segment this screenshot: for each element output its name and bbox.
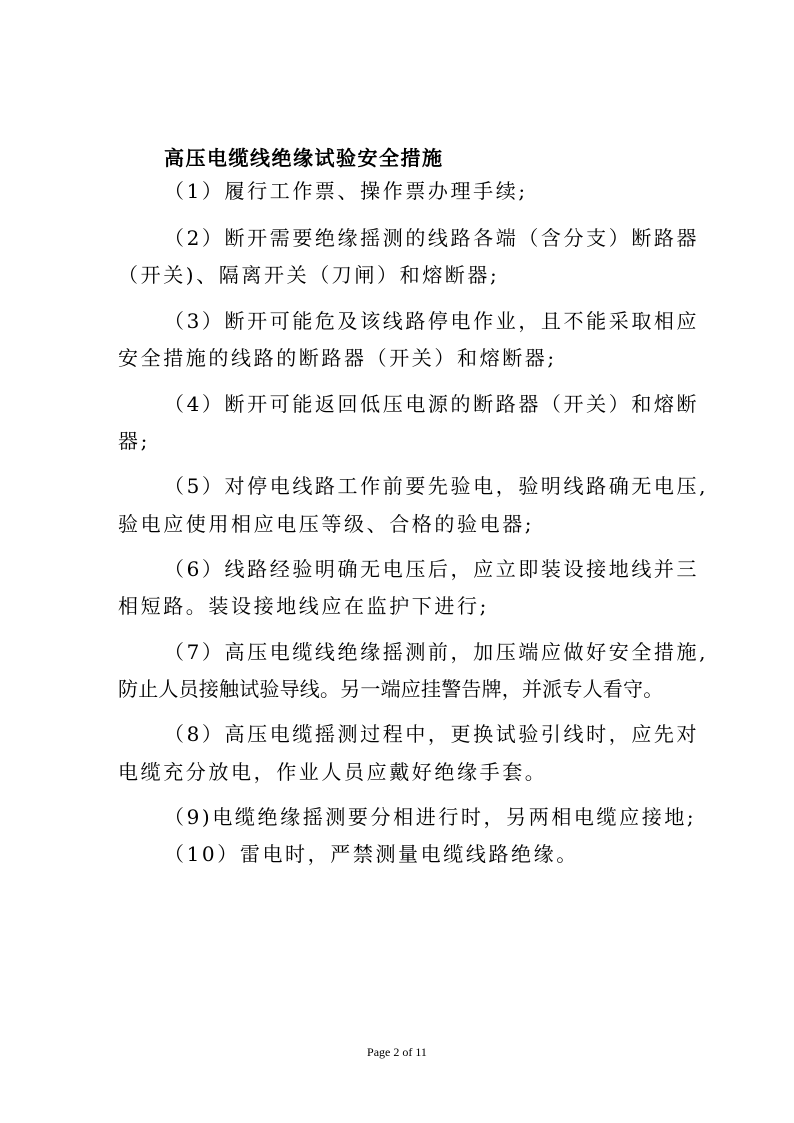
paragraph-line: （7）高压电缆线绝缘摇测前，加压端应做好安全措施, — [164, 640, 709, 664]
paragraph-line: 相短路。装设接地线应在监护下进行; — [118, 594, 489, 618]
paragraph-line: （2）断开需要绝缘摇测的线路各端（含分支）断路器 — [164, 226, 700, 250]
paragraph-line: （8）高压电缆摇测过程中，更换试验引线时，应先对 — [164, 722, 700, 746]
paragraph-line: （3）断开可能危及该线路停电作业，且不能采取相应 — [164, 309, 700, 333]
paragraph-line: （4）断开可能返回低压电源的断路器（开关）和熔断 — [164, 392, 700, 416]
paragraph-line: 防止人员接触试验导线。另一端应挂警告牌，并派专人看守。 — [118, 677, 664, 701]
document-title: 高压电缆线绝缘试验安全措施 — [164, 146, 444, 170]
paragraph-line: （9)电缆绝缘摇测要分相进行时，另两相电缆应接地; — [164, 805, 697, 829]
paragraph-line: （10）雷电时，严禁测量电缆线路绝缘。 — [164, 842, 579, 866]
page-number-footer: Page 2 of 11 — [367, 1045, 427, 1059]
paragraph-line: （1）履行工作票、操作票办理手续; — [164, 179, 528, 203]
paragraph-line: （5）对停电线路工作前要先验电，验明线路确无电压, — [164, 474, 709, 498]
paragraph-line: 电缆充分放电，作业人员应戴好绝缘手套。 — [118, 760, 548, 784]
paragraph-line: 器; — [118, 429, 150, 453]
paragraph-line: 安全措施的线路的断路器（开关）和熔断器; — [118, 346, 557, 370]
paragraph-line: （6）线路经验明确无电压后，应立即装设接地线并三 — [164, 557, 700, 581]
paragraph-line: 验电应使用相应电压等级、合格的验电器; — [118, 512, 535, 536]
paragraph-line: （开关)、隔离开关（刀闸）和熔断器; — [118, 263, 500, 287]
